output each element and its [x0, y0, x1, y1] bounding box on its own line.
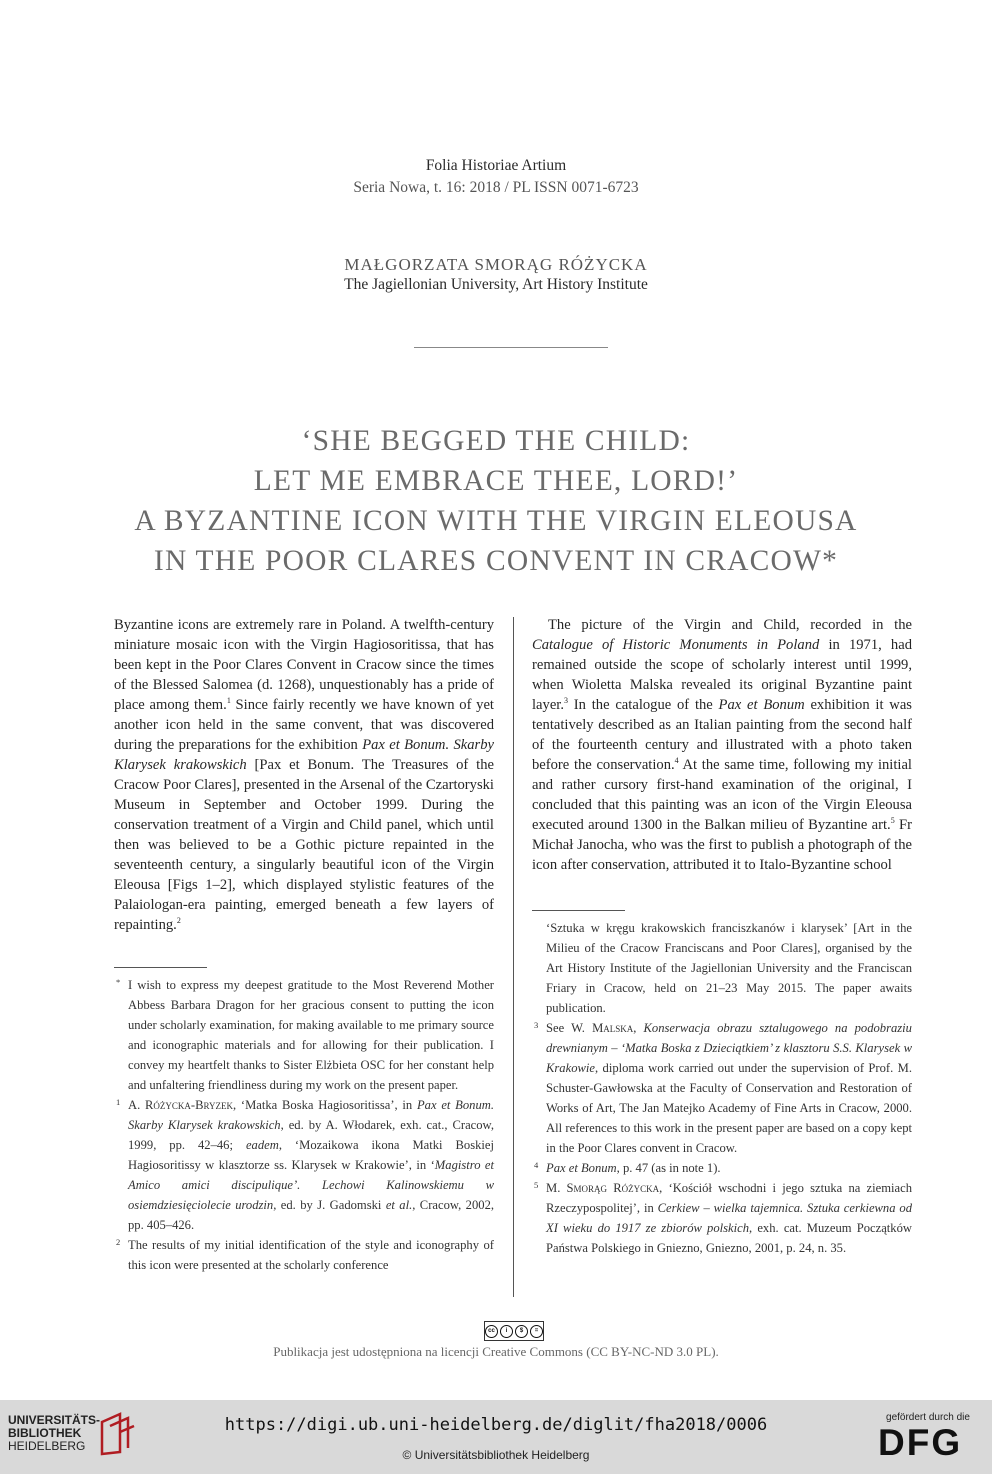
- journal-header: [0, 155, 992, 199]
- author-name: MAŁGORZATA SMORĄG RÓŻYCKA: [344, 255, 648, 274]
- title-line: LET ME EMBRACE THEE, LORD!’: [253, 465, 739, 497]
- title-line: A BYZANTINE ICON WITH THE VIRGIN ELEOUSA: [134, 505, 858, 537]
- header-divider: [414, 347, 608, 348]
- footnote-ref[interactable]: 5: [890, 816, 895, 826]
- body-paragraph: The picture of the Virgin and Child, recorded in the Catalogue of Historic Monuments in Poland in 1971, had remained outside the scope of scholarly interest until 1999, when Wioletta Malska revealed its original Byzantine paint layer.$^3$ In the catalogue of the Pax et Bonum exhibition it was tentatively described as an Italian painting from the second half of the fourteenth century and illustrated with a photo taken before the conservation.$^4$ At the same time, following my initial and rather cursory first-hand examination of the original, I concluded that this painting was an icon of the Virgin Eleousa executed around 1300 in the Balkan milieu of Byzantine art.$^5$ Fr Michał Janocha, who was the first to publish a photograph of the icon after conservation, attributed it to Italo-Byzantine school: [532, 617, 913, 873]
- footer-copyright: © Universitätsbibliothek Heidelberg: [402, 1448, 590, 1462]
- author-affiliation: The Jagiellonian University, Art History Institute: [344, 276, 648, 293]
- footnote-ref[interactable]: 2: [176, 916, 181, 926]
- by-icon: i: [500, 1325, 513, 1338]
- dfg-logo[interactable]: gefördert durch die DFG: [878, 1412, 970, 1463]
- nc-icon: $: [515, 1325, 528, 1338]
- body-column-right: [532, 615, 912, 875]
- footnote-ref[interactable]: 4: [674, 756, 679, 766]
- body-paragraph: Byzantine icons are extremely rare in Poland. A twelfth-century miniature mosaic icon with the Virgin Hagiosoritissa, that has been kept in the Poor Clares Convent in Cracow since the times of the Blessed Salomea (d. 1268), unquestionably has a pride of place among them.$^1$ Since fairly recently we have known of yet another icon held in the same convent, that was discovered during the preparations for the exhibition Pax et Bonum. Skarby Klarysek krakowskich [Pax et Bonum. The Treasures of the Cracow Poor Clares], presented in the Arsenal of the Czartoryski Museum in September and October 1999. During the conservation treatment of a Virgin and Child panel, which until then was believed to be a Gothic picture repainted in the seventeenth century, a singularly beautiful icon of the Virgin Eleousa [Figs 1–2], which displayed stylistic features of the Palaiologan-era painting, emerged beneath a few layers of repainting.$^2$: [114, 617, 494, 933]
- body-column-left: [114, 615, 494, 935]
- title-line: IN THE POOR CLARES CONVENT IN CRACOW*: [153, 545, 839, 577]
- cc-license-badge[interactable]: [484, 1321, 544, 1341]
- nd-icon: =: [530, 1325, 543, 1338]
- footnotes-left: [114, 967, 494, 1275]
- footnote-star: * I wish to express my deepest gratitude to the Most Reverend Mother Abbess Barbara Dragon for her gracious consent to putting the icon under scholarly examination, for making available to me primary source and iconographic materials and for allowing for their publication. I convey my heartfelt thanks to Sister Elżbieta OSC for her constant help and unfaltering friendliness during my work on the present paper.: [116, 977, 494, 1092]
- title-line: ‘SHE BEGGED THE CHILD:: [301, 425, 691, 457]
- footnote-5: 5 M. Smorąg Różycka, ‘Kościół wschodni i jego sztuka na ziemiach Rzeczypospolitej’, in Cerkiew – wielka tajemnica. Sztuka cerkiewna od XI wieku do 1917 ze zbiorów polskich, exh. cat. Muzeum Początków Państwa Polskiego in Gniezno, Gniezno, 2001, p. 24, n. 35.: [534, 1180, 912, 1255]
- footnote-4: 4 Pax et Bonum, p. 47 (as in note 1).: [534, 1160, 721, 1175]
- ub-heidelberg-logo[interactable]: UNIVERSITÄTS- BIBLIOTHEK HEIDELBERG: [8, 1413, 101, 1453]
- permalink-url[interactable]: https://digi.ub.uni-heidelberg.de/diglit/fha2018/0006: [224, 1415, 768, 1435]
- article-title: [0, 421, 992, 581]
- footnotes-right: [532, 910, 912, 1258]
- cc-icon: cc: [485, 1325, 498, 1338]
- viewer-footer: [0, 1400, 992, 1474]
- footnote-2: 2 The results of my initial identification of the style and iconography of this icon were presented at the scholarly conference: [116, 1237, 494, 1272]
- footnote-rule: [532, 910, 625, 911]
- footnote-rule: [114, 967, 207, 968]
- license-text: Publikacja jest udostępniona na licencji Creative Commons (CC BY-NC-ND 3.0 PL).: [273, 1344, 719, 1359]
- column-divider: [513, 617, 514, 1297]
- footnote-ref[interactable]: 1: [226, 696, 231, 706]
- footnote-3: 3 See W. Malska, Konserwacja obrazu sztalugowego na podobraziu drewnianym – ‘Matka Boska z Dzieciątkiem’ z klasztoru S.S. Klarysek w Krakowie, diploma work carried out under the supervision of Prof. M. Schuster-Gawłowska at the Faculty of Conservation and Restoration of Works of Art, The Jan Matejko Academy of Fine Arts in Cracow, 2000. All references to this work in the present paper are based on a copy kept in the Poor Clares convent in Cracow.: [534, 1020, 912, 1155]
- journal-title: Folia Historiae Artium: [425, 157, 567, 174]
- journal-series: Seria Nowa, t. 16: 2018 / PL ISSN 0071-6723: [353, 179, 639, 196]
- footnote-1: 1 A. Różycka-Bryzek, ‘Matka Boska Hagiosoritissa’, in Pax et Bonum. Skarby Klarysek krakowskich, ed. by A. Włodarek, exh. cat., Cracow, 1999, pp. 42–46; eadem, ‘Mozaikowa ikona Matki Boskiej Hagiosoritissy w klasztorze ss. Klarysek w Krakowie’, in ‘Magistro et Amico amici discipulique’. Lechowi Kalinowskiemu w osiemdziesięciolecie urodzin, ed. by J. Gadomski et al., Cracow, 2002, pp. 405–426.: [116, 1097, 495, 1232]
- footnote-2-continued: ‘Sztuka w kręgu krakowskich franciszkanów i klarysek’ [Art in the Milieu of the Cracow Franciscans and Poor Clares], organised by the Art History Institute of the Jagiellonian University and the Franciscan Friary in Cracow, held on 21–23 May 2015. The paper awaits publication.: [546, 921, 912, 1015]
- footnote-ref[interactable]: 3: [564, 696, 569, 706]
